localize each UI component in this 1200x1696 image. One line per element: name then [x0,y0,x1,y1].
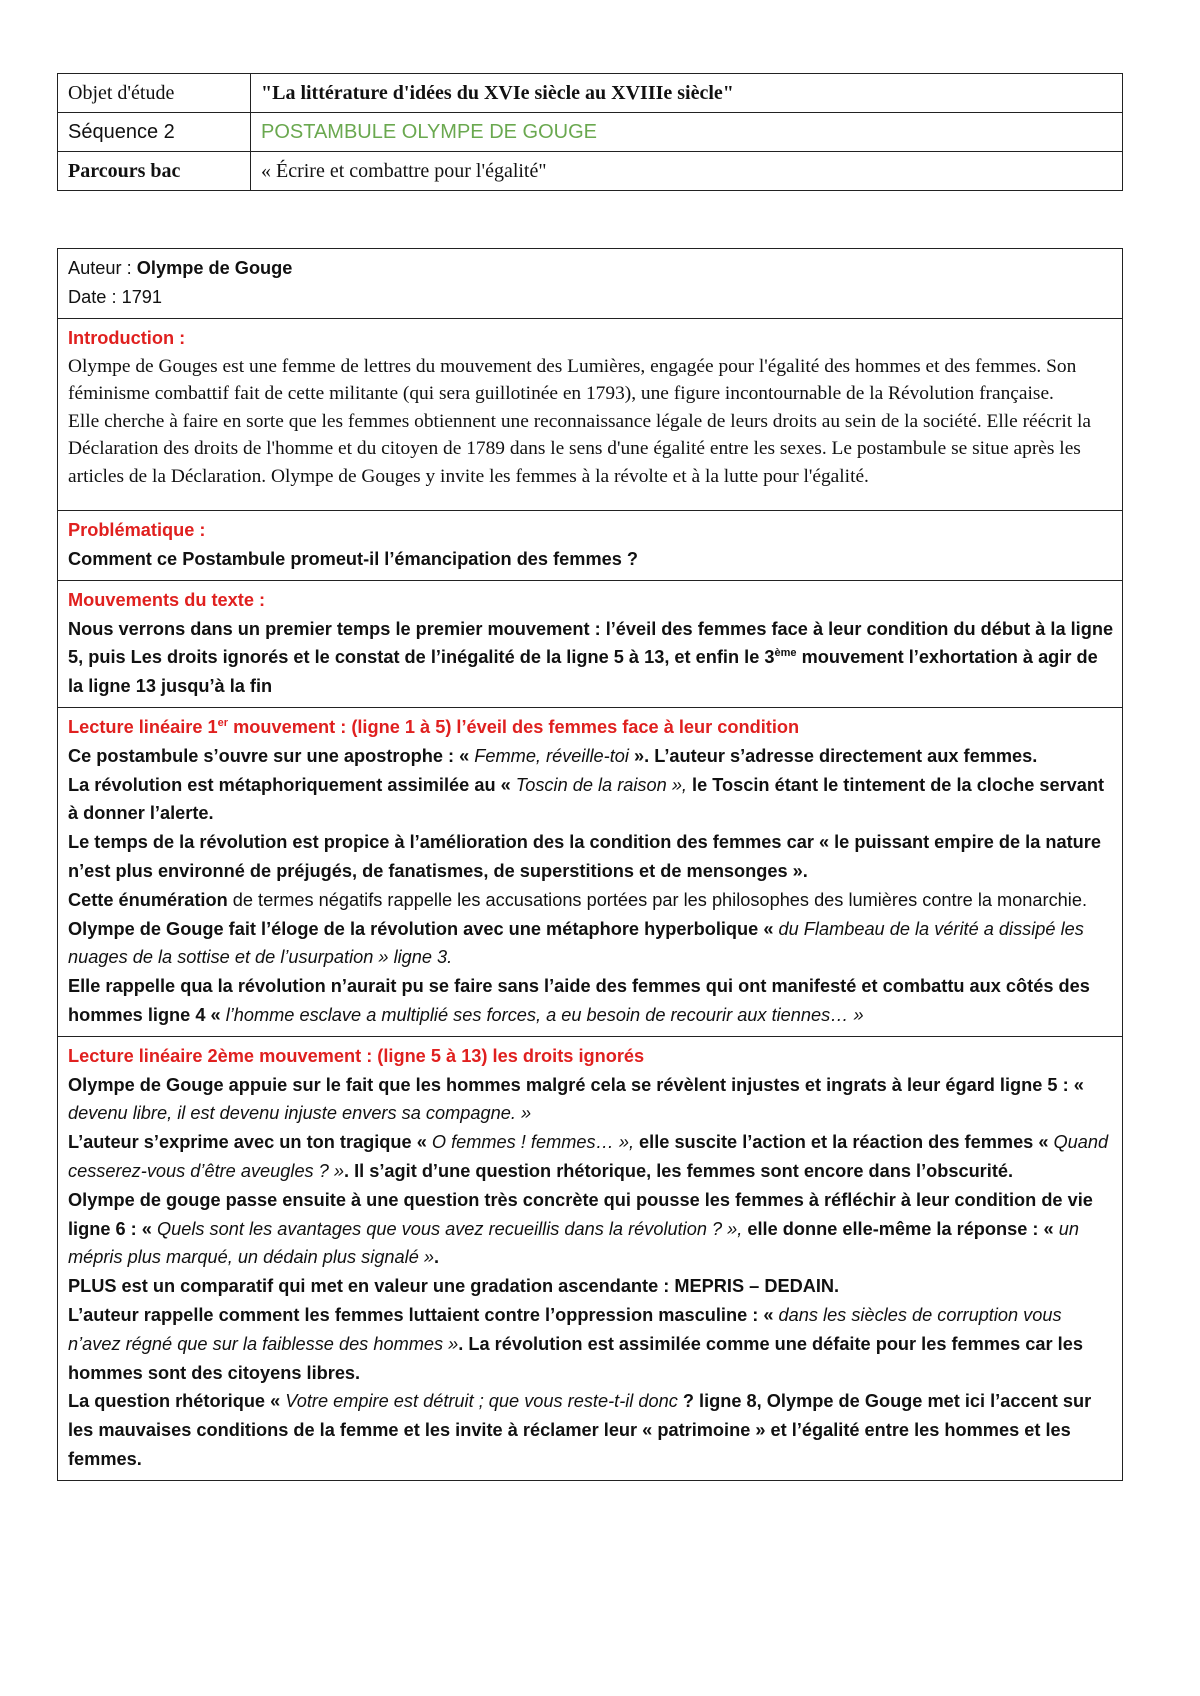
mouvements-sup: ème [774,647,797,660]
text-span: : « [442,745,475,766]
row-introduction [58,319,1123,511]
text-span: qui pousse les femmes à réfléchir à leur condition de vie ligne 6 : « [68,1189,1093,1239]
text-span: . [434,1247,440,1268]
text-span: . La révolution est assimilée comme une [458,1333,813,1354]
text-span: La révolution est [68,774,219,795]
meta-row-sequence [58,113,1123,152]
mouvements-heading: Mouvements du texte : [68,589,266,610]
problematique-text: Comment ce Postambule promeut-il l’émancipation des femmes ? [68,549,639,570]
sequence-value: POSTAMBULE OLYMPE DE GOUGE [251,113,1123,152]
text-span: de termes négatifs rappelle les accusations portées par les philosophes des lumières contre la monarchie. [227,889,1088,910]
sequence-label: Séquence 2 [58,113,251,152]
text-span: ». L’auteur s’adresse directement aux femmes. [628,745,1038,766]
text-span: Cette [68,889,119,910]
cell-auteur [58,249,1123,319]
meta-table [57,73,1123,191]
text-span: Elle rappelle qua la révolution n’aurait pu se faire sans l’aide des femmes qui ont manifesté et combattu aux côtés des hommes ligne 4 « [68,976,1090,1026]
row-mouvements [58,580,1123,707]
emphasis-span: défaite [812,1333,871,1354]
lecture-2-paragraph-6 [68,1387,1115,1473]
text-span: « [758,918,779,939]
quote-span: Quand cesserez-vous d’être aveugles ? » [68,1132,1109,1182]
quote-span: l’homme esclave a multiplié ses forces, a eu besoin de recourir aux tiennes… » [225,1005,864,1026]
text-span: elle donne elle-même la réponse : « [742,1218,1059,1239]
row-auteur [58,249,1123,319]
introduction-paragraph-1: Olympe de Gouges est une femme de lettres du mouvement des Lumières, engagée pour l'égalité des hommes et des femmes. Son féminisme combattif fait de cette militante (qui sera guillotinée en 1793), une figure incontournable de la Révolution française. [68,355,1077,405]
text-span: Ce postambule s’ouvre sur une [68,745,344,766]
text-span: assimilée au « [382,774,516,795]
introduction-heading: Introduction : [68,328,186,348]
emphasis-span: apostrophe [343,745,443,766]
quote-span: du Flambeau de la vérité a dissipé les nuages de la sottise et de l’usurpation » ligne 3. [68,918,1084,968]
cell-lecture-1 [58,708,1123,1037]
text-span: L’auteur rappelle comment les femmes luttaient contre l’oppression masculine : « [68,1305,779,1326]
lecture-1-heading-sup: er [217,717,229,730]
emphasis-span: métaphoriquement [218,774,383,795]
lecture-1-heading [68,713,1115,742]
emphasis-span: une gradation ascendante : MEPRIS – DEDAIN. [432,1276,840,1297]
text-span: « [265,1391,286,1412]
quote-span: Femme, réveille-toi [474,745,629,766]
lecture-1-paragraph-5 [68,915,1115,973]
emphasis-span: les hommes sont des citoyens libres. [68,1333,1083,1383]
lecture-2-paragraph-4 [68,1272,1115,1301]
analysis-table [57,248,1123,1481]
text-span: le Toscin étant le tintement de la cloche servant à donner l’alerte. [68,774,1105,824]
cell-lecture-2 [58,1036,1123,1480]
problematique-heading: Problématique : [68,520,206,541]
lecture-1-paragraph-4 [68,886,1115,915]
meta-row-objet [58,74,1123,113]
lecture-1-heading-b: mouvement : (ligne 1 à 5) l’éveil des femmes face à leur condition [228,717,800,738]
text-span: L’auteur s’exprime avec un [68,1132,307,1153]
parcours-value: « Écrire et combattre pour l'égalité" [251,152,1123,191]
objet-label: Objet d'étude [58,74,251,113]
text-span: elle suscite [634,1132,743,1153]
emphasis-span: ton tragique [306,1132,412,1153]
quote-span: Toscin de la raison », [515,774,687,795]
text-span: pour les femmes car [870,1333,1058,1354]
quote-span: Votre empire est détruit ; que vous reste-t-il donc [285,1391,678,1412]
meta-row-parcours [58,152,1123,191]
emphasis-span: métaphore hyperbolique [546,918,759,939]
text-span: des femmes « [923,1132,1054,1153]
text-span: « [411,1132,432,1153]
row-lecture-1 [58,708,1123,1037]
emphasis-span: énumération [118,889,228,910]
emphasis-span: La question rhétorique [68,1391,266,1412]
emphasis-span: révèlent injustes et ingrats [656,1074,887,1095]
text-span: ? ligne 8, Olympe de Gouge met ici l’accent sur les mauvaises conditions de la femme et les invite à réclamer leur « patrimoine » et l’égalité entre les hommes et les femmes. [68,1391,1092,1469]
emphasis-span: l’action et la réaction [742,1132,924,1153]
cell-introduction [58,319,1123,511]
objet-value: "La littérature d'idées du XVIe siècle au XVIIIe siècle" [251,74,1123,113]
emphasis-span: une question très concrète [366,1189,599,1210]
text-span: Olympe de gouge passe ensuite à [68,1189,367,1210]
auteur-label: Auteur : [68,258,137,278]
lecture-2-heading: Lecture linéaire 2ème mouvement : (ligne 5 à 13) les droits ignorés [68,1045,645,1066]
mouvements-text-a: Nous verrons dans un premier temps le premier mouvement : l’éveil des femmes face à leur condition du début à la ligne 5, puis Les droits ignorés et le constat de l’inégalité de la ligne 5 à 13, et enfin le 3 [68,618,1114,668]
lecture-1-paragraph-2 [68,771,1115,829]
text-span: PLUS est un comparatif qui met en valeur [68,1276,433,1297]
date-line: Date : 1791 [68,287,163,307]
quote-span: devenu libre, il est devenu injuste envers sa compagne. » [68,1103,532,1124]
mouvements-text-b: mouvement l’exhortation à agir de la ligne 13 jusqu’à la fin [68,647,1098,697]
parcours-label: Parcours bac [58,152,251,191]
quote-span: O femmes ! femmes… », [431,1132,634,1153]
mouvements-text [68,615,1115,701]
quote-span: Quels sont les avantages que vous avez recueillis dans la révolution ? », [156,1218,743,1239]
lecture-1-heading-a: Lecture linéaire 1 [68,717,218,738]
quote-span: dans les siècles de corruption vous n’avez régné que sur la faiblesse des hommes » [68,1305,1062,1354]
cell-mouvements [58,580,1123,707]
row-problematique [58,511,1123,581]
text-span: à leur égard ligne 5 : « [886,1074,1084,1095]
cell-problematique [58,511,1123,581]
lecture-1-paragraph-6 [68,972,1115,1030]
quote-span: un mépris plus marqué, un dédain plus signalé » [68,1218,1079,1268]
lecture-2-paragraph-2 [68,1128,1115,1186]
text-span: Olympe de Gouge fait l’éloge de la révolution avec une [68,918,547,939]
row-lecture-2 [58,1036,1123,1480]
lecture-2-paragraph-1 [68,1071,1115,1129]
auteur-line [68,254,1115,283]
lecture-1-paragraph-3: Le temps de la révolution est propice à l’amélioration des la condition des femmes car « le puissant empire de la nature n’est plus environné de préjugés, de fanatismes, de superstitions et de mensonges ». [68,832,1101,882]
lecture-2-paragraph-3 [68,1186,1115,1272]
text-span: . Il s’agit d’une question rhétorique, les femmes sont encore dans l’obscurité. [344,1161,1014,1182]
lecture-2-paragraph-5 [68,1301,1115,1387]
auteur-name: Olympe de Gouge [136,258,293,278]
lecture-1-paragraph-1 [68,742,1115,771]
text-span: Olympe de Gouge appuie sur le fait que les hommes malgré cela se [68,1074,657,1095]
introduction-paragraph-2: Elle cherche à faire en sorte que les femmes obtiennent une reconnaissance légale de leurs droits au sein de la société. Elle réécrit la Déclaration des droits de l'homme et du citoyen de 1789 dans le sens d'une égalité entre les sexes. Le postambule se situe après les articles de la Déclaration. Olympe de Gouges y invite les femmes à la révolte et à la lutte pour l'égalité. [68,410,1091,487]
